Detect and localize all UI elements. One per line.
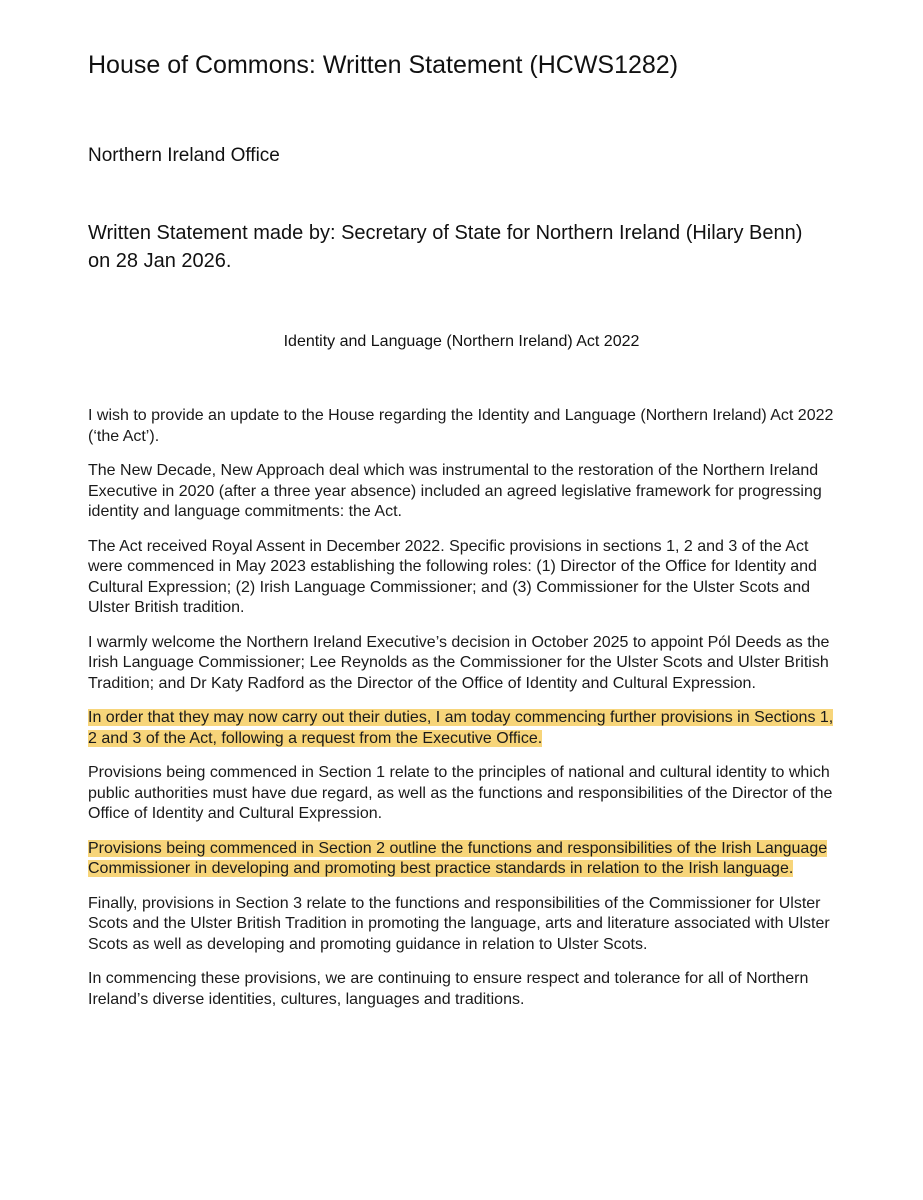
paragraph-8: Finally, provisions in Section 3 relate to the functions and responsibilities of the Commissioner for Ulster Scots and the Ulster British Tradition in promoting the language, arts and literature associated with Ulster Scots as well as developing and promoting guidance in relation to Ulster Scots. xyxy=(88,894,830,953)
made-by-maker: Secretary of State for Northern Ireland (Hilary Benn) xyxy=(341,222,803,244)
department-name: Northern Ireland Office xyxy=(88,145,280,166)
highlighted-text: In order that they may now carry out their duties, I am today commencing further provisions in Sections 1, 2 and 3 of the Act, following a request from the Executive Office. xyxy=(88,709,834,747)
paragraph-2: The New Decade, New Approach deal which was instrumental to the restoration of the Northern Ireland Executive in 2020 (after a three year absence) included an agreed legislative framework for progressing identity and language commitments: the Act. xyxy=(88,462,822,520)
made-by-prefix: Written Statement made by: xyxy=(88,222,342,244)
highlighted-text: Provisions being commenced in Section 2 outline the functions and responsibilities of the Irish Language Commissioner in developing and promoting best practice standards in relation to the Irish language. xyxy=(88,839,828,877)
statement-made-by xyxy=(88,219,828,275)
act-title: Identity and Language (Northern Ireland) Act 2022 xyxy=(283,333,640,350)
paragraph-4: I warmly welcome the Northern Ireland Executive’s decision in October 2025 to appoint Pól Deeds as the Irish Language Commissioner; Lee Reynolds as the Commissioner for the Ulster Scots and Ulster British Tradition; and Dr Katy Radford as the Director of the Office of Identity and Cultural Expression. xyxy=(88,633,830,692)
page-title: House of Commons: Written Statement (HCWS1282) xyxy=(88,51,679,79)
statement-body xyxy=(88,406,836,1024)
paragraph-3: The Act received Royal Assent in December 2022. Specific provisions in sections 1, 2 and 3 of the Act were commenced in May 2023 establishing the following roles: (1) Director of the Office for Identity and Cultural Expression; (2) Irish Language Commissioner; and (3) Commissioner for the Ulster Scots and Ulster British tradition. xyxy=(88,537,817,616)
made-by-suffix: on 28 Jan 2026. xyxy=(88,250,232,272)
paragraph-5-highlighted xyxy=(88,708,836,749)
paragraph-6: Provisions being commenced in Section 1 relate to the principles of national and cultural identity to which public authorities must have due regard, as well as the functions and responsibilities of the Director of the Office of Identity and Cultural Expression. xyxy=(88,764,833,822)
paragraph-1: I wish to provide an update to the House regarding the Identity and Language (Northern Ireland) Act 2022 (‘the Act’). xyxy=(88,407,834,445)
paragraph-7-highlighted xyxy=(88,839,836,880)
paragraph-9: In commencing these provisions, we are continuing to ensure respect and tolerance for all of Northern Ireland’s diverse identities, cultures, languages and traditions. xyxy=(88,970,809,1008)
